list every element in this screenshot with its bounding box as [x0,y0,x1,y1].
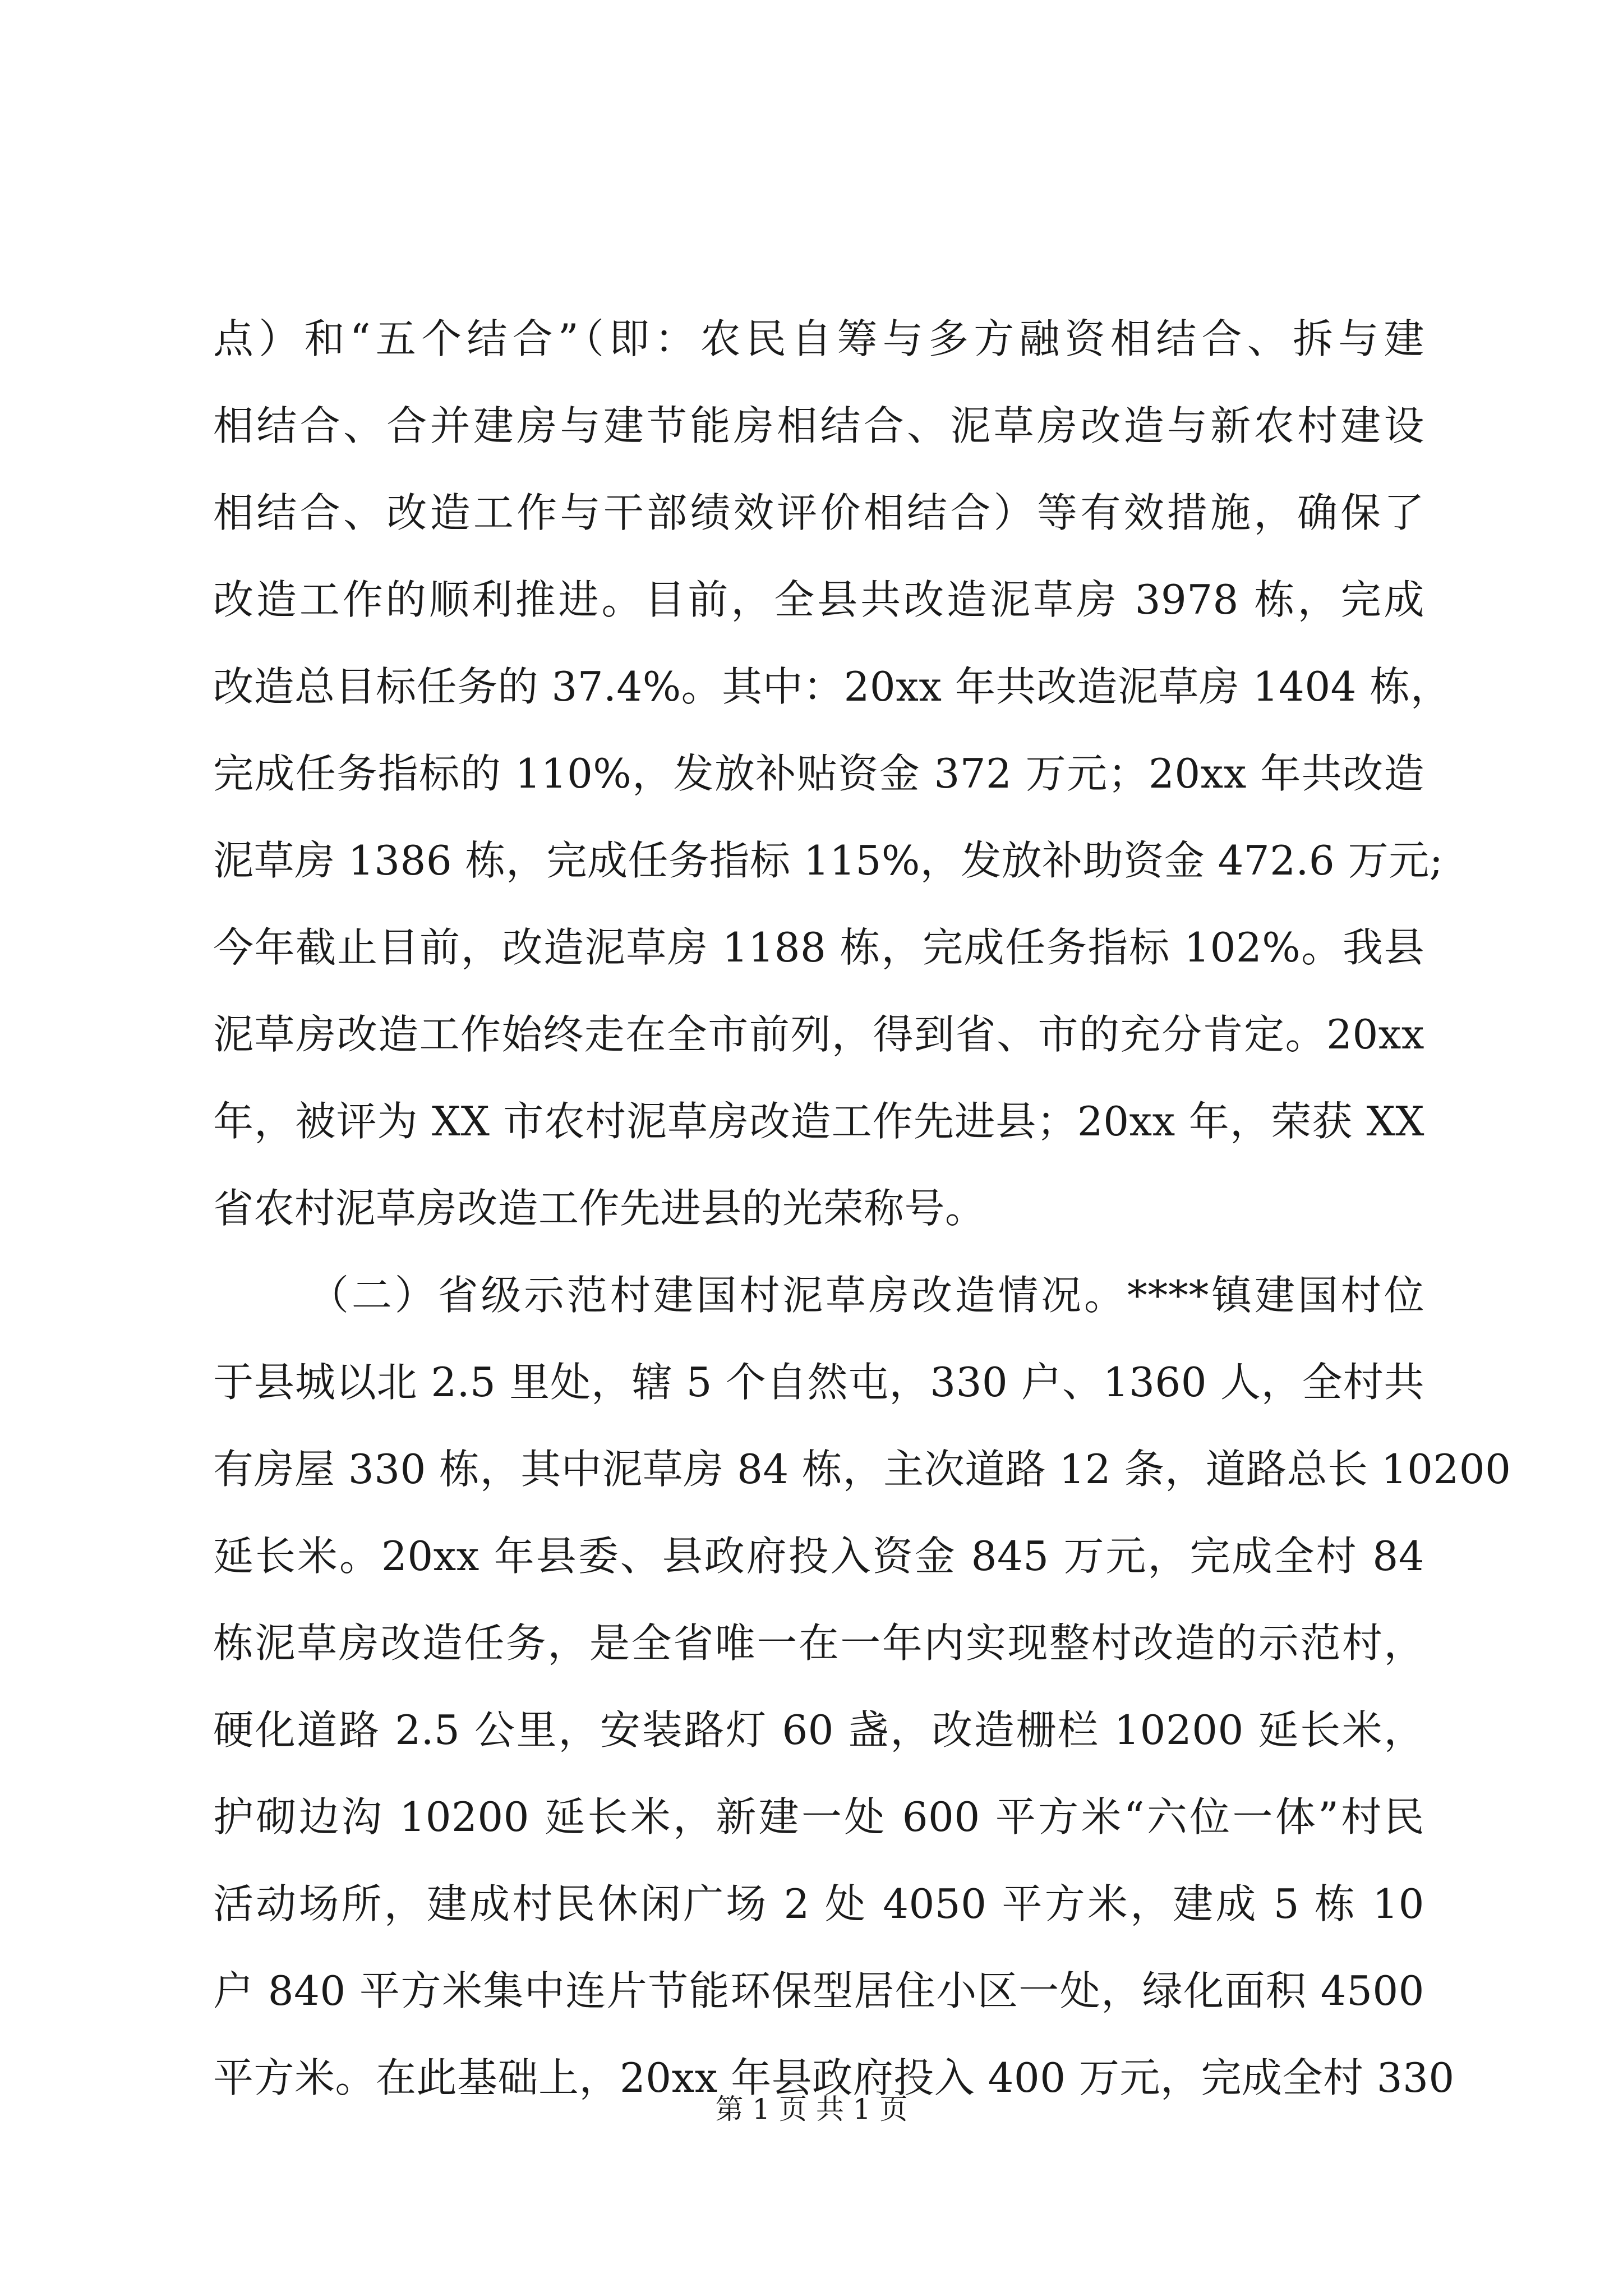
text-line: 完成任务指标的 110%，发放补贴资金 372 万元；20xx 年共改造 [213,750,1424,797]
text-line: 相结合、改造工作与干部绩效评价相结合）等有效措施，确保了 [213,489,1424,536]
text-line: 改造总目标任务的 37.4%。其中：20xx 年共改造泥草房 1404 栋， [213,663,1451,710]
page-number-label: 第 1 页 共 1 页 [715,2093,908,2125]
text-line: 点）和“五个结合”（即：农民自筹与多方融资相结合、拆与建 [213,315,1424,362]
text-line: 于县城以北 2.5 里处，辖 5 个自然屯，330 户、1360 人，全村共 [213,1359,1424,1406]
text-line: 有房屋 330 栋，其中泥草房 84 栋，主次道路 12 条，道路总长 10200 [213,1446,1511,1493]
text-line: 今年截止目前，改造泥草房 1188 栋，完成任务指标 102%。我县 [213,924,1424,971]
section-heading-line: （二）省级示范村建国村泥草房改造情况。****镇建国村位 [308,1272,1424,1319]
text-line: 活动场所，建成村民休闲广场 2 处 4050 平方米，建成 5 栋 10 [213,1880,1424,1927]
text-line: 硬化道路 2.5 公里，安装路灯 60 盏，改造栅栏 10200 延长米， [213,1706,1424,1754]
paragraph-end-line: 省农村泥草房改造工作先进县的光荣称号。 [213,1185,986,1232]
text-line: 相结合、合并建房与建节能房相结合、泥草房改造与新农村建设 [213,402,1424,449]
text-line: 年，被评为 XX 市农村泥草房改造工作先进县；20xx 年，荣获 XX [213,1098,1424,1145]
text-line: 泥草房 1386 栋，完成任务指标 115%，发放补助资金 472.6 万元; [213,837,1444,884]
text-line: 护砌边沟 10200 延长米，新建一处 600 平方米“六位一体”村民 [213,1793,1424,1841]
text-line: 改造工作的顺利推进。目前，全县共改造泥草房 3978 栋，完成 [213,576,1424,623]
text-line: 泥草房改造工作始终走在全市前列，得到省、市的充分肯定。20xx [213,1011,1424,1058]
body-text [213,296,1511,2122]
page-footer [0,2090,1623,2129]
text-line: 延长米。20xx 年县委、县政府投入资金 845 万元，完成全村 84 [213,1533,1424,1580]
text-line: 栋泥草房改造任务，是全省唯一在一年内实现整村改造的示范村， [213,1619,1424,1667]
text-line: 平方米。在此基础上，20xx 年县政府投入 400 万元，完成全村 330 [213,2054,1455,2101]
text-line: 户 840 平方米集中连片节能环保型居住小区一处，绿化面积 4500 [213,1967,1424,2014]
